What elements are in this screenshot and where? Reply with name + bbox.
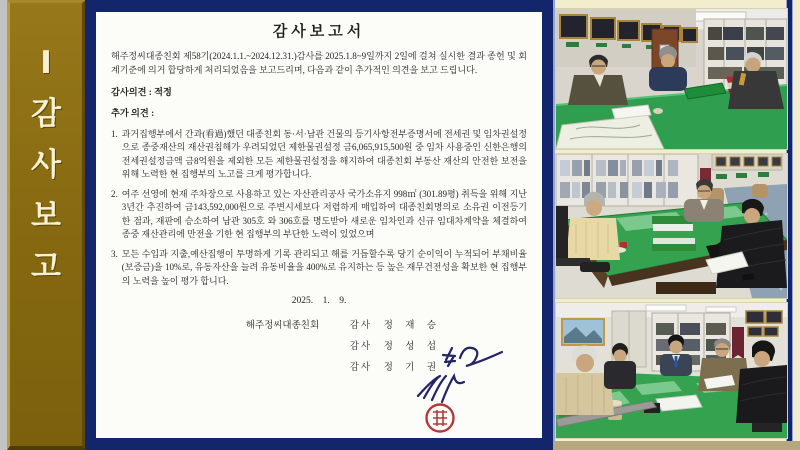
- audit-opinion-line: 감사의견 : 적정: [111, 87, 172, 97]
- item-number: 2.: [111, 188, 118, 199]
- section-char-4: 고: [31, 249, 61, 284]
- signature-row-2: [111, 336, 527, 357]
- signature-row-3: [111, 357, 527, 378]
- opinion-item-3: [111, 248, 527, 289]
- red-seal-icon: [427, 405, 454, 432]
- section-char-3: 보: [31, 198, 61, 233]
- section-tab-audit-report: [7, 0, 86, 450]
- item-text: 과거집행부에서 간과(看過)했던 대종친회 동·서·남관 건물의 등기사항전부증명서에 전세권 및 임차권설정으로 종중재산의 재산권침해가 우려되었던 제한물권설정 금6,065,915,500원 중 임차 사용중인 신한은행의 전세권설정금액 금8억원을 제외한 모든 제한물권설정을 해지하여 대종친회 부동산 재산의 안전한 보전을 위해 노력한 현 집행부의 노고를 크게 평가합니다.: [121, 128, 527, 180]
- signature-name: 정 성 섭: [383, 341, 441, 352]
- opinion-item-2: [111, 188, 527, 242]
- intro-paragraph: 해주정씨대종친회 제58기(2024.1.1.~2024.12.31.)감사를 2025.1.8~9일까지 2일에 걸쳐 실시한 결과 종헌 및 회계기준에 의거 합당하게 처리되었음을 보고드리며, 다음과 같이 추가적인 의견을 보고 드립니다.: [111, 51, 527, 75]
- report-date: 2025. 1. 9.: [291, 296, 347, 307]
- opinion-item-1: [111, 128, 527, 182]
- signature-row-1: [111, 315, 527, 336]
- document-frame: [85, 0, 555, 450]
- signature-name: 정 기 권: [383, 362, 441, 373]
- signature-org: 해주정씨대종친회: [245, 320, 320, 331]
- signature-role: 감사: [349, 341, 373, 352]
- section-char-1: 감: [31, 96, 61, 131]
- item-text: 여주 선영에 현재 주차장으로 사용하고 있는 자산관리공사 국가소유지 998㎡ (301.89평) 취득을 위해 지난 3년간 추진하여 금143,592,000원으로 주변시세보다 저렴하게 매입하여 대종친회명의로 소유권 이전등기한 점과, 재판에 승소하여 남관 305호 와 306호를 명도받아 새로운 임차인과 신규 임대차계약을 체결하여 종중 재산관리에 만전을 기한 현 집행부의 부단한 노력이 있었으며: [121, 188, 527, 240]
- item-text: 모든 수입과 지출,예산집행이 투명하게 기록 관리되고 해를 거듭할수록 당기 순이익이 누적되어 부채비율(보증금)을 10%로, 유동자산을 늘려 유동비율을 400%로 유지하는 등 높은 재무건전성을 확보한 현 집행부의 노력을 높이 평가 합니다.: [121, 248, 527, 286]
- section-char-2: 사: [31, 147, 61, 182]
- section-char-0: Ⅰ: [40, 45, 52, 80]
- meeting-photo-3: [555, 302, 788, 439]
- meeting-photo-1: [555, 8, 788, 150]
- slide-left-edge: [0, 0, 7, 450]
- audit-report-page: [96, 12, 542, 438]
- signature-role: 감사: [349, 320, 373, 331]
- document-title: 감사보고서: [272, 24, 366, 40]
- item-number: 1.: [111, 128, 118, 139]
- additional-opinion-heading: 추가 의견 :: [111, 107, 155, 118]
- item-number: 3.: [111, 248, 118, 259]
- meeting-photo-2: [555, 153, 788, 299]
- signature-name: 정 재 승: [383, 320, 441, 331]
- signature-role: 감사: [349, 362, 373, 373]
- photo-panel-shadow: [553, 441, 800, 450]
